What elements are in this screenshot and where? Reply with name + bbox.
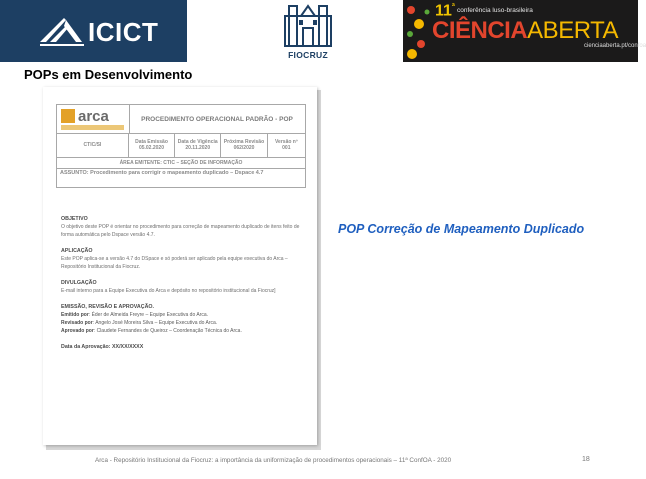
slide-footer: Arca - Repositório Institucional da Fiocruz: a importância da uniformização de procedimentos operacionais – 11ª ConfOA - 2020 [95, 457, 452, 464]
slide-header [0, 0, 646, 62]
document-area: ÁREA EMITENTE: CTIC – SEÇÃO DE INFORMAÇÃO [57, 158, 305, 169]
conference-title: CIÊNCIAABERTA [432, 17, 618, 44]
document-header-table [56, 104, 306, 188]
approval-date: Data da Aprovação: XX/XX/XXXX [61, 344, 144, 350]
section-text: Este POP aplica-se a versão 4.7 do DSpace e só poderá ser aplicado pela equipe executiva do Arca – Repositório Institucional da Fiocruz. [61, 256, 288, 270]
arca-logo-bar [61, 125, 124, 130]
conference-url: cienciaaberta.pt/confoa [584, 43, 646, 49]
emission-heading: EMISSÃO, REVISÃO E APROVAÇÃO. [61, 304, 155, 310]
document-subject: ASSUNTO: Procedimento para corrigir o mapeamento duplicado – Dspace 4.7 [60, 170, 264, 176]
fiocruz-castle-icon [279, 2, 337, 48]
emission-row: Emitido por: Éder de Almeida Freyre – Equipe Executiva do Arca. [61, 312, 209, 318]
section-heading: OBJETIVO [61, 216, 88, 222]
document-body [61, 207, 303, 351]
section-text: E-mail interno para a Equipe Executiva do Arca e depósito no repositório institucional da Fiocruz] [61, 288, 276, 294]
section-heading: APLICAÇÃO [61, 248, 93, 254]
meta-cell: Data de Vigência 20.11.2020 [175, 133, 221, 157]
arca-logo-icon [61, 109, 75, 123]
conference-banner [403, 0, 646, 62]
meta-cell: Próxima Revisão 062/2020 [221, 133, 267, 157]
section-text: O objetivo deste POP é orientar no procedimento para correção de mapeamento duplicado de itens feito de forma automática pelo Dspace versão 4.7. [61, 224, 300, 238]
pop-correction-link[interactable]: POP Correção de Mapeamento Duplicado [338, 222, 585, 236]
meta-cell: CTIC/SI [57, 133, 129, 157]
fiocruz-logo [279, 2, 337, 60]
page-number: 18 [582, 456, 590, 463]
icict-logo-text: ICICT [88, 17, 159, 47]
slide-title: POPs em Desenvolvimento [24, 67, 193, 82]
arca-logo [57, 105, 130, 134]
meta-cell: Data Emissão 05.02.2020 [129, 133, 175, 157]
arca-logo-text: arca [78, 108, 109, 125]
icict-logo [0, 0, 187, 62]
document-heading: PROCEDIMENTO OPERACIONAL PADRÃO - POP [129, 105, 305, 134]
icict-mark-icon [36, 12, 88, 50]
emission-row: Aprovado por: Claudete Fernandes de Queiroz – Coordenação Técnica do Arca. [61, 328, 242, 334]
conference-subtitle: conferência luso-brasileira [457, 7, 533, 14]
conference-number: $11^ª$ [435, 2, 455, 20]
section-heading: DIVULGAÇÃO [61, 280, 97, 286]
fiocruz-logo-text: FIOCRUZ [288, 50, 328, 60]
document-meta-row [57, 133, 305, 158]
emission-row: Revisado por: Angelo José Moreira Silva – Equipe Executiva do Arca. [61, 320, 218, 326]
pop-document-thumbnail[interactable] [43, 87, 317, 445]
meta-cell: Versão nº 001 [275, 139, 298, 151]
